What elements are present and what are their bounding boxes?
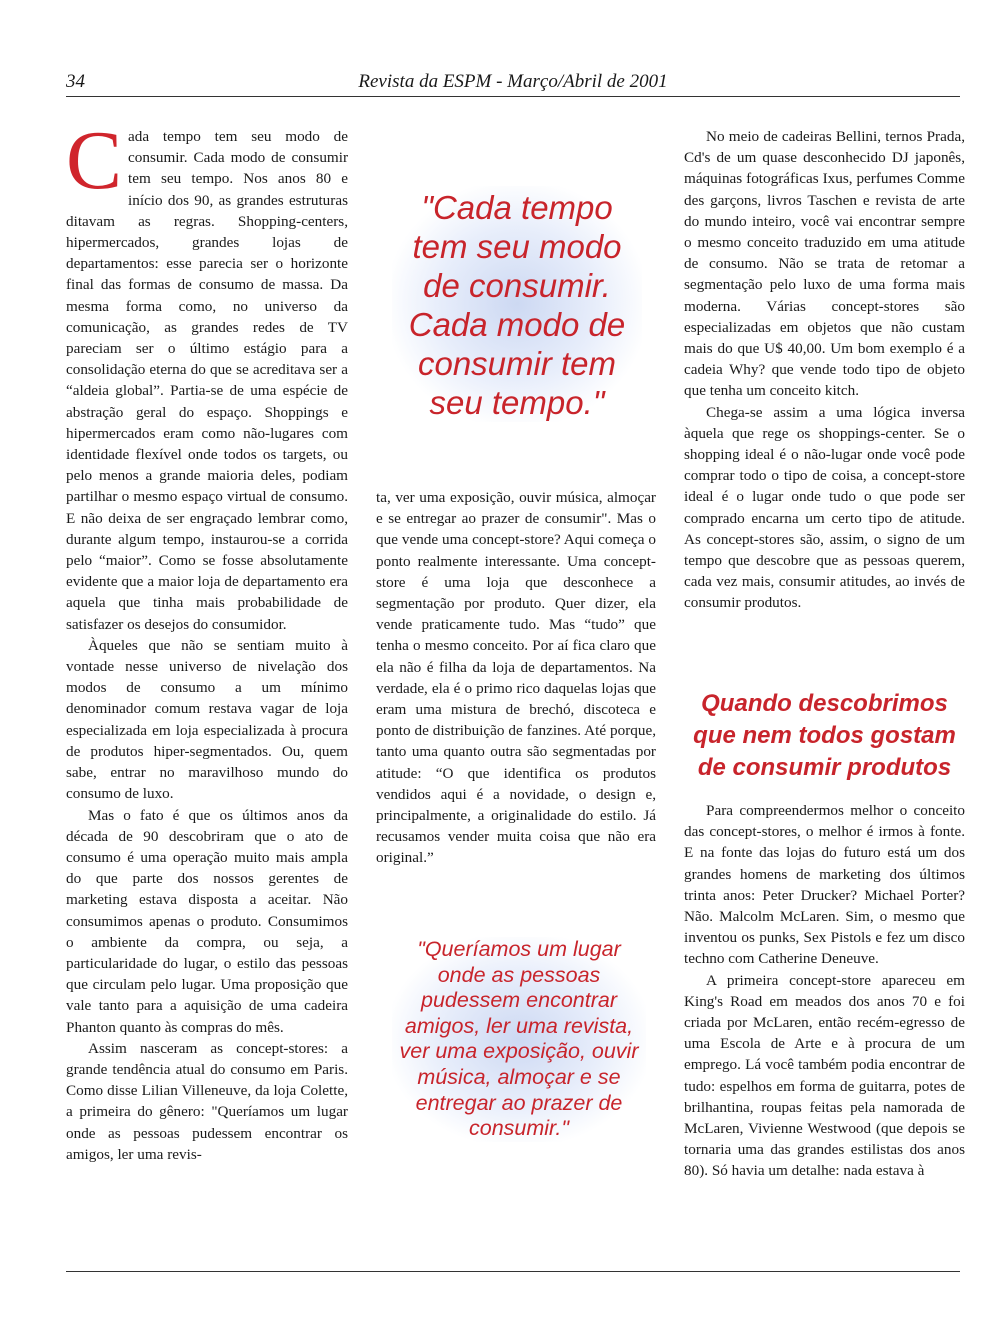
journal-title: Revista da ESPM - Março/Abril de 2001 — [358, 71, 668, 92]
running-header — [66, 70, 960, 97]
paragraph: Mas o fato é que os últimos anos da década de 90 descobriram que o ato de consumo é uma operação muito mais ampla do que parte dos nossos gerentes de marketing estava disposta a aceitar. Não consumimos apenas o produto. Consumimos o ambiente da compra, ou seja, a particularidade do lugar, o estilo das pessoas que circulam pelo lugar. Uma proposição que vale tanto para a aquisição de uma cadeira Phanton quanto às compras do mês. — [66, 806, 348, 1036]
paragraph: A primeira concept-store apareceu em King's Road em meados dos anos 70 e foi criada por McLaren, então recém-egresso de uma Escola de Arte e à procura de um emprego. Lá você também podia encontrar de tudo: espelhos em forma de guitarra, potes de brilhantina, roupas feitas pela namorada de McLaren, Vivienne Westwood (que depois se tornaria uma das grandes estilistas dos anos 80). Só havia um detalhe: nada estava à — [684, 971, 965, 1180]
column-middle — [376, 487, 656, 869]
column-right-lower — [684, 800, 965, 1182]
pull-quote: "Cada tempo tem seu modo de consumir. Cada modo de consumir tem seu tempo." — [392, 186, 642, 422]
footer-divider — [66, 1271, 960, 1272]
column-left — [66, 114, 348, 1165]
paragraph: Assim nasceram as concept-stores: a grande tendência atual do consumo em Paris. Como disse Lilian Villeneuve, da loja Colette, a primeira do gênero: "Queríamos um lugar onde as pessoas pudessem encontrar os amigos, ler uma revis- — [66, 1039, 348, 1163]
drop-cap: C — [66, 114, 123, 207]
paragraph: Chega-se assim a uma lógica inversa àquela que rege os shoppings-center. Se o shopping ideal é o não-lugar onde você pode comprar todo o tipo de coisa, a concept-store ideal é o lugar onde tudo o que pode ser comprado encarna um certo tipo de atitude. As concept-stores são, assim, o signo de um tempo que descobre que as pessoas querem, cada vez mais, consumir atitudes, ao invés de consumir produtos. — [684, 403, 965, 612]
paragraph: ta, ver uma exposição, ouvir música, almoçar e se entregar ao prazer de consumir". Mas o que vende uma concept-store? Aqui começa o ponto realmente interessante. Uma concept-store é uma loja que desconhece a segmentação por produto. Quer dizer, ela vende praticamente tudo. Mas “tudo” que tenha o mesmo conceito. Por aí fica claro que ela não é filha da loja de departamentos. Na verdade, ela é o primo rico daquelas lojas que eram uma mistura de brechó, discoteca e ponto de distribuição de fanzines. Até porque, tanto uma quanto outra são segmentadas por atitude: “O que identifica os produtos vendidos aqui é a novidade, o design e, principalmente, a originalidade do estilo. Já recusamos vender muita coisa que não era original.” — [376, 489, 656, 867]
paragraph: No meio de cadeiras Bellini, ternos Prada, Cd's de um quase desconhecido DJ japonês, máquinas fotográficas Ixus, perfumes Comme des garçons, livros Taschen e revista de arte do mundo inteiro, você vai encontrar sempre o mesmo conceito traduzido em uma atitude de consumo. Não se trata de retomar a segmentação pelo luxo de uma forma mais moderna. Várias concept-stores são especializadas em objetos que não custam mais do que U$ 40,00. Um bom exemplo é a cadeia Why? que vende todo tipo de objeto que tenha um conceito kitch. — [684, 128, 965, 400]
pull-quote: "Queríamos um lugar onde as pessoas pudessem encontrar amigos, ler uma revista, ver uma exposição, ouvir música, almoçar e se entregar ao prazer de consumir." — [392, 937, 646, 1142]
paragraph — [66, 114, 348, 635]
paragraph: Àqueles que não se sentiam muito à vontade nesse universo de nivelação dos modos de consumo a um mínimo denominador comum restava vagar de loja especializada em loja especializada à procura de produtos hiper-segmentados. Ou, quem sabe, entrar no maravilhoso mundo do consumo de luxo. — [66, 636, 348, 803]
page-number: 34 — [66, 71, 85, 92]
column-right — [684, 126, 965, 614]
paragraph-text: ada tempo tem seu modo de consumir. Cada modo de consumir tem seu tempo. Nos anos 80 e início dos 90, as grandes estruturas ditavam as regras. Shopping-centers, hipermercados, grandes lojas de departamentos: esse parecia ser o horizonte final das formas de consumo de massa. Da mesma forma como, no universo da comunicação, as grandes redes de TV pareciam ser o último estágio para a consolidação eterna do que se acreditava ser a “aldeia global”. Partia-se de uma espécie de abstração geral do espaço. Shoppings e hipermercados eram como não-lugares com identidade flexível onde todos os targets, ou pelo menos a grande maioria deles, podiam partilhar o mesmo espaço virtual de consumo. E não deixa de ser engraçado lembrar como, durante algum tempo, instaurou-se a corrida pelo “maior”. Como se fosse absolutamente evidente que a maior loja de departamento era aquela que tinha mais probabilidade de satisfazer os desejos do consumidor. — [66, 128, 348, 633]
section-subheading: Quando descobrimos que nem todos gostam de consumir produtos — [693, 690, 956, 781]
paragraph: Para compreendermos melhor o conceito das concept-stores, o melhor é irmos à fonte. E na fonte das lojas do futuro está um dos grandes homens de marketing dos últimos trinta anos: Peter Drucker? Michael Porter? Não. Malcolm McLaren. Sim, o mesmo que inventou os punks, Sex Pistols e fez um disco techno com Catherine Deneuve. — [684, 802, 965, 968]
